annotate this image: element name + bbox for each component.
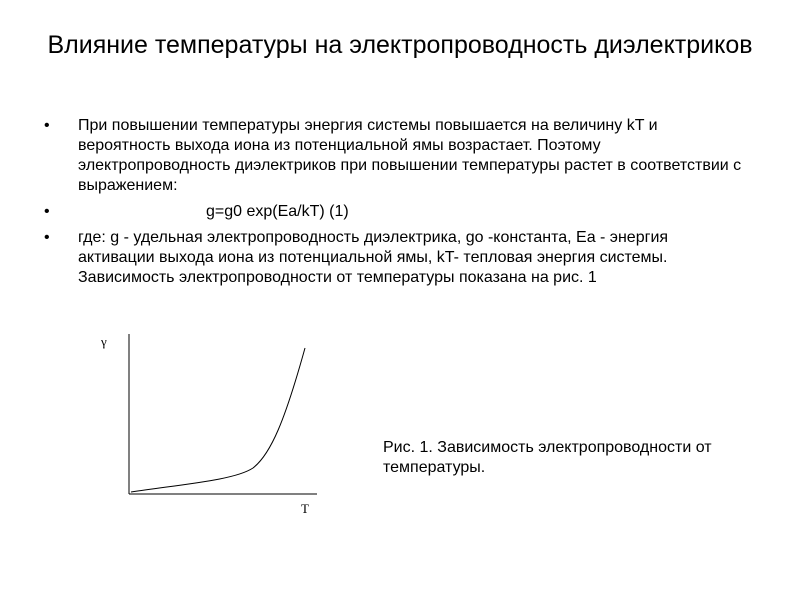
y-axis-label: γ [101,334,107,349]
bullet-text: При повышении температуры энергия системы повышается на величину kT и вероятность выхода иона из потенциальной ямы возрастает. Поэтому электропроводность диэлектриков при повышении температуры растет в соответствии с выражением: [78,117,742,194]
conductivity-curve [131,348,305,492]
bullet-marker: • [44,229,50,246]
conductivity-temperature-graph [95,330,325,520]
figure-caption: Рис. 1. Зависимость электропроводности от температуры. [383,439,712,476]
bullet-item [44,228,744,288]
bullet-text: где: g - удельная электропроводность диэлектрика, go -константа, Ea - энергия активации выхода иона из потенциальной ямы, kT- тепловая энергия системы. Зависимость электропроводности от температуры показана на рис. 1 [78,229,669,286]
formula-text: g=g0 exp(Ea/kT) (1) [206,203,349,220]
bullet-marker: • [44,203,50,220]
bullet-list [44,116,744,294]
bullet-item [44,116,744,196]
slide-title: Влияние температуры на электропроводность диэлектриков [47,31,753,59]
bullet-marker: • [44,117,50,134]
bullet-item [44,202,744,222]
x-axis-label: T [301,501,309,516]
